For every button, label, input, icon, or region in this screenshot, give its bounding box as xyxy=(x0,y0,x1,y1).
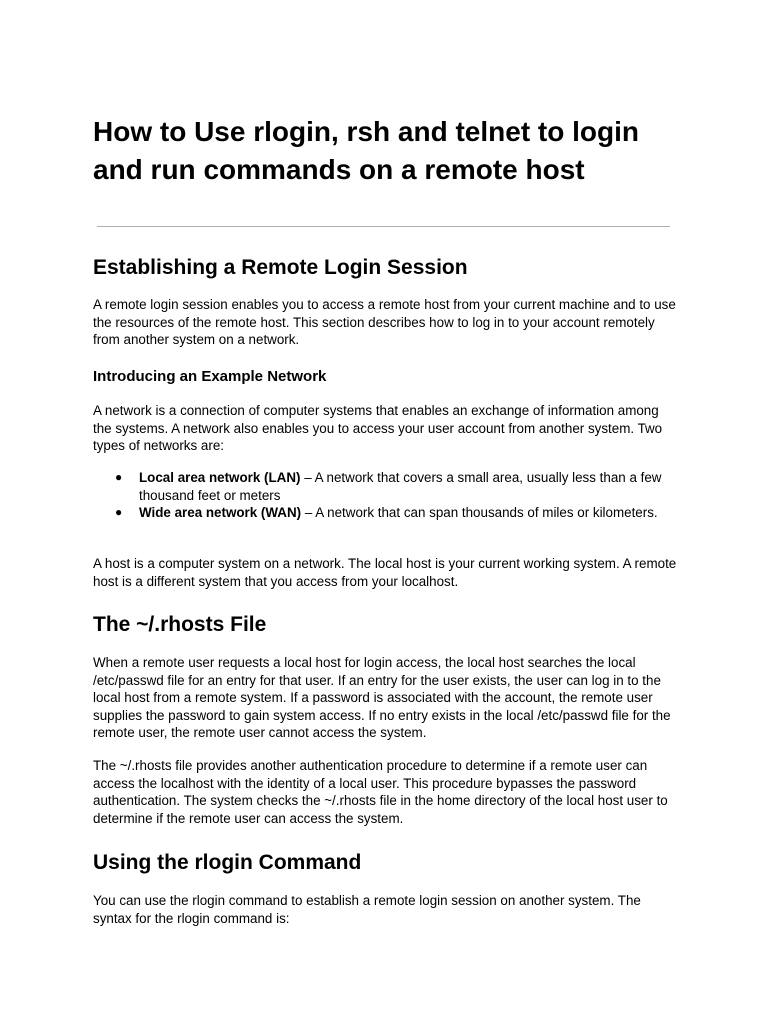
bullet-icon: ● xyxy=(115,505,123,519)
rlogin-paragraph: You can use the rlogin command to establish a remote login session on another system. The syntax for the rlogin command is: xyxy=(93,893,641,926)
network-types-list xyxy=(93,469,678,522)
wan-term: Wide area network (WAN) xyxy=(139,505,302,520)
wan-description: – A network that can span thousands of miles or kilometers. xyxy=(301,505,658,520)
rhosts-paragraph-1: When a remote user requests a local host for login access, the local host searches the local /etc/passwd file for an entry for that user. If an entry for the user exists, the user can log in to the local host from a remote system. If a password is associated with the account, the remote user supplies the password to gain system access. If no entry exists in the local /etc/passwd file for the remote user, the remote user cannot access the system. xyxy=(93,655,671,740)
document-title: How to Use rlogin, rsh and telnet to login and run commands on a remote host xyxy=(93,116,639,185)
horizontal-rule xyxy=(97,226,670,227)
list-item-wan xyxy=(93,504,678,522)
section-heading-rhosts: The ~/.rhosts File xyxy=(93,613,267,636)
section-heading-rlogin: Using the rlogin Command xyxy=(93,851,362,874)
host-paragraph: A host is a computer system on a network. The local host is your current working system. A remote host is a different system that you access from your localhost. xyxy=(93,556,677,589)
bullet-icon: ● xyxy=(115,470,123,484)
lan-term: Local area network (LAN) xyxy=(139,470,301,485)
remote-login-intro-paragraph: A remote login session enables you to access a remote host from your current machine and to use the resources of the remote host. This section describes how to log in to your account remotely from another system on a network. xyxy=(93,297,676,347)
list-item-lan xyxy=(93,469,678,504)
subheading-example-network: Introducing an Example Network xyxy=(93,368,327,385)
network-paragraph: A network is a connection of computer systems that enables an exchange of information among the systems. A network also enables you to access your user account from another system. Two types of networks are: xyxy=(93,403,663,453)
rhosts-paragraph-2: The ~/.rhosts file provides another authentication procedure to determine if a remote user can access the localhost with the identity of a local user. This procedure bypasses the password authentication. The system checks the ~/.rhosts file in the home directory of the local host user to determine if the remote user can access the system. xyxy=(93,758,668,826)
lan-description: – A network that covers a small area, usually less than a few thousand feet or meters xyxy=(139,470,662,503)
section-heading-remote-login: Establishing a Remote Login Session xyxy=(93,256,468,279)
